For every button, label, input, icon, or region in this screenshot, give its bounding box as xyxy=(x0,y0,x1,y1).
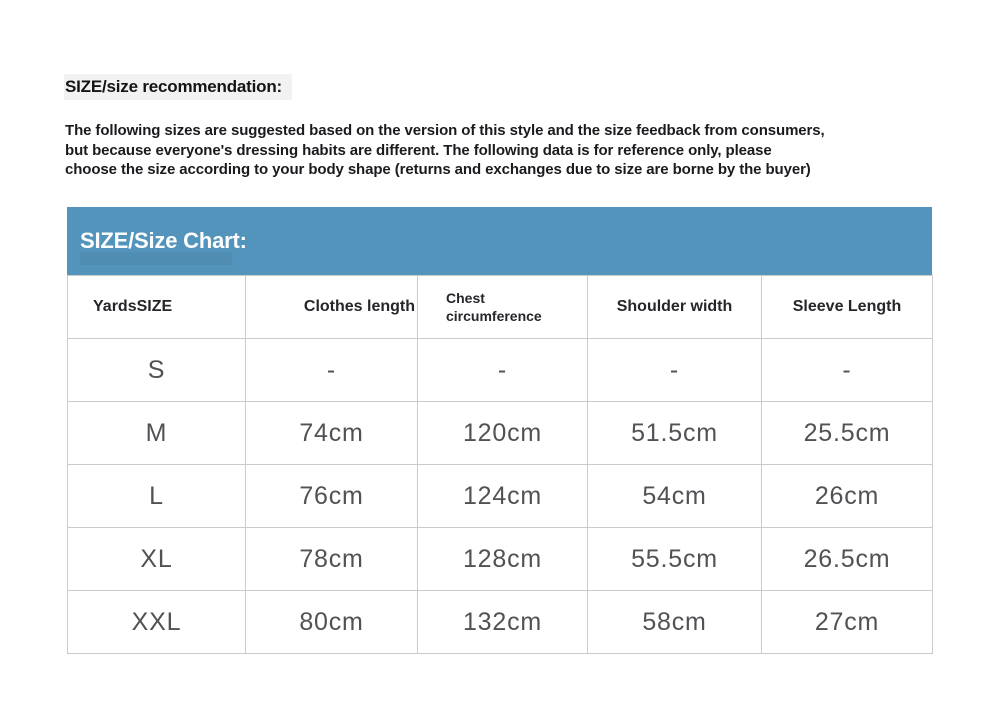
chest-cell: - xyxy=(418,339,588,402)
size-row-l xyxy=(68,465,933,528)
sleeve-cell: 27cm xyxy=(762,591,933,654)
page-title: SIZE/size recommendation: xyxy=(65,77,282,96)
chest-cell: 132cm xyxy=(418,591,588,654)
disclaimer-line: but because everyone's dressing habits are different. The following data is for reference only, please xyxy=(65,141,772,159)
chest-cell: 120cm xyxy=(418,402,588,465)
sleeve-cell: 25.5cm xyxy=(762,402,933,465)
shoulder-cell: 54cm xyxy=(588,465,762,528)
shoulder-cell: 51.5cm xyxy=(588,402,762,465)
size-table xyxy=(67,275,933,654)
column-header-shoulder-width: Shoulder width xyxy=(588,276,762,339)
disclaimer-line: The following sizes are suggested based on the version of this style and the size feedback from consumers, xyxy=(65,122,825,139)
disclaimer-line: choose the size according to your body shape (returns and exchanges due to size are borne by the buyer) xyxy=(65,161,811,178)
sleeve-cell: 26.5cm xyxy=(762,528,933,591)
chest-header-label: Chest circumference xyxy=(446,290,542,324)
size-row-s xyxy=(68,339,933,402)
size-chart-header-bar xyxy=(67,207,932,275)
shoulder-cell: - xyxy=(588,339,762,402)
shoulder-cell: 55.5cm xyxy=(588,528,762,591)
clothes-length-cell: 76cm xyxy=(246,465,418,528)
size-chart-section xyxy=(67,207,932,654)
shoulder-cell: 58cm xyxy=(588,591,762,654)
size-cell: L xyxy=(68,465,246,528)
sleeve-cell: 26cm xyxy=(762,465,933,528)
size-row-m xyxy=(68,402,933,465)
clothes-length-cell: 74cm xyxy=(246,402,418,465)
clothes-length-cell: - xyxy=(246,339,418,402)
column-header-chest-circumference xyxy=(418,276,588,339)
size-disclaimer-paragraph xyxy=(65,121,945,180)
size-row-xxl xyxy=(68,591,933,654)
header-row xyxy=(68,276,933,339)
column-header-sleeve-length: Sleeve Length xyxy=(762,276,933,339)
size-cell: M xyxy=(68,402,246,465)
size-cell: XL xyxy=(68,528,246,591)
size-cell: XXL xyxy=(68,591,246,654)
size-row-xl xyxy=(68,528,933,591)
size-cell: S xyxy=(68,339,246,402)
chest-cell: 128cm xyxy=(418,528,588,591)
clothes-length-cell: 80cm xyxy=(246,591,418,654)
column-header-size: YardsSIZE xyxy=(68,276,246,339)
clothes-length-cell: 78cm xyxy=(246,528,418,591)
size-chart-title: SIZE/Size Chart: xyxy=(80,228,247,253)
chest-cell: 124cm xyxy=(418,465,588,528)
column-header-clothes-length: Clothes length xyxy=(246,276,418,339)
sleeve-cell: - xyxy=(762,339,933,402)
